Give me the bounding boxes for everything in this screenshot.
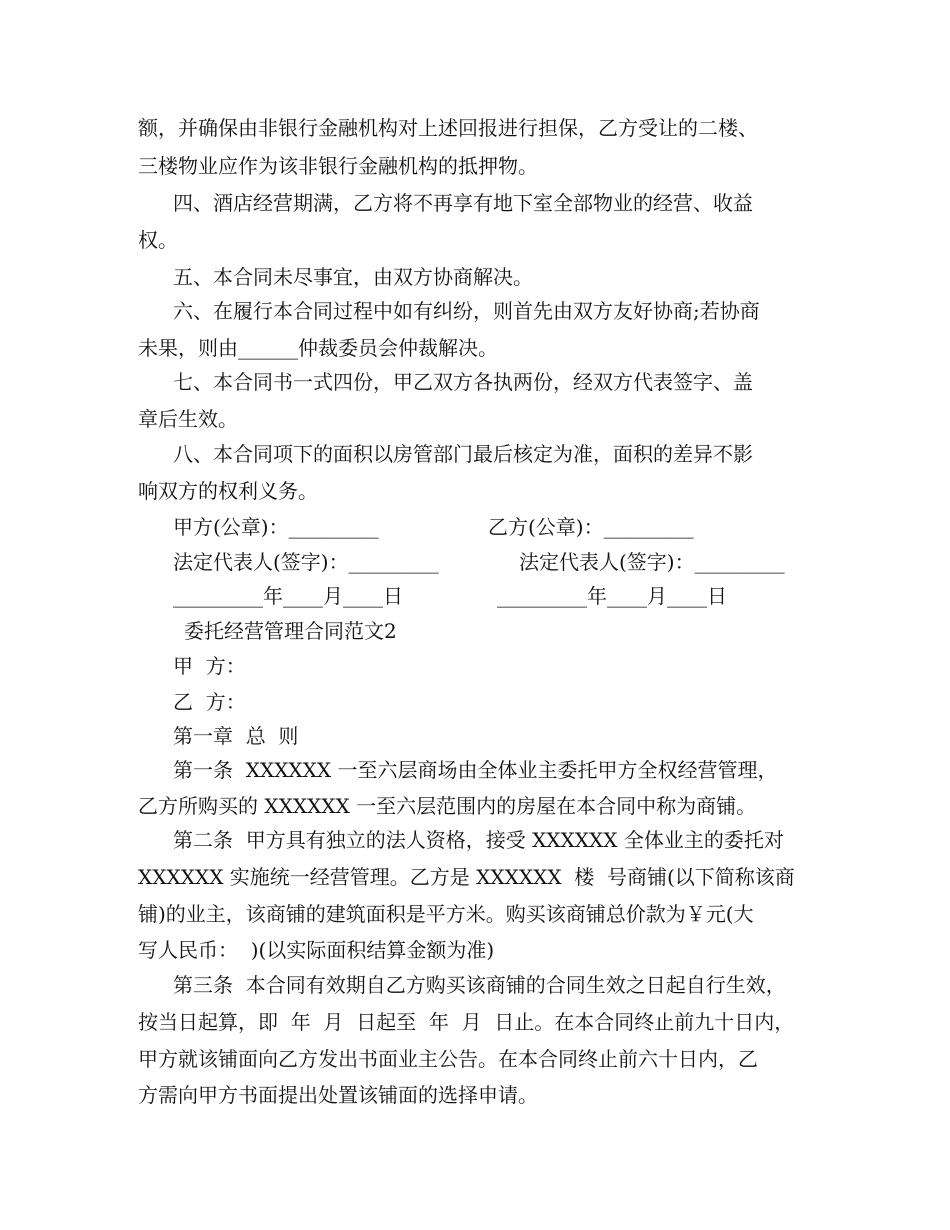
party-a-label: 甲 方： — [173, 654, 246, 678]
paragraph-line: 写人民币： )(以实际面积结算金额为准) — [138, 938, 495, 962]
paragraph-line: 未果，则由______仲裁委员会仲裁解决。 — [138, 336, 498, 360]
paragraph-line: 三楼物业应作为该非银行金融机构的抵押物。 — [138, 154, 538, 178]
article-two: 第二条 甲方具有独立的法人资格，接受 XXXXXX 全体业主的委托对 — [173, 828, 784, 852]
clause-eight: 八、本合同项下的面积以房管部门最后核定为准，面积的差异不影 — [173, 442, 753, 466]
chapter-heading: 第一章 总 则 — [173, 724, 299, 748]
paragraph-line: XXXXXX 实施统一经营管理。乙方是 XXXXXX 楼 号商铺(以下简称该商 — [138, 865, 795, 889]
party-a-date-field: _________年____月____日 — [173, 584, 403, 608]
party-b-label: 乙 方： — [173, 690, 246, 714]
party-a-seal-field: 甲方(公章)：_________ — [173, 515, 379, 539]
section-title: 委托经营管理合同范文2 — [184, 619, 397, 643]
clause-seven: 七、本合同书一式四份，甲乙双方各执两份，经双方代表签字、盖 — [173, 370, 753, 394]
clause-six: 六、在履行本合同过程中如有纠纷，则首先由双方友好协商;若协商 — [173, 299, 760, 323]
clause-four: 四、酒店经营期满，乙方将不再享有地下室全部物业的经营、收益 — [173, 191, 753, 215]
article-one: 第一条 XXXXXX 一至六层商场由全体业主委托甲方全权经营管理， — [173, 758, 778, 782]
paragraph-line: 按当日起算，即 年 月 日起至 年 月 日止。在本合同终止前九十日内， — [138, 1010, 795, 1034]
paragraph-line: 响双方的权利义务。 — [138, 479, 318, 503]
paragraph-line: 额，并确保由非银行金融机构对上述回报进行担保，乙方受让的二楼、 — [138, 116, 758, 140]
paragraph-line: 方需向甲方书面提出处置该铺面的选择申请。 — [138, 1083, 538, 1107]
clause-five: 五、本合同未尽事宜，由双方协商解决。 — [173, 265, 533, 289]
party-b-seal-field: 乙方(公章)：_________ — [488, 515, 694, 539]
paragraph-line: 铺)的业主，该商铺的建筑面积是平方米。购买该商铺总价款为￥元(大 — [138, 902, 754, 926]
party-b-date-field: _________年____月____日 — [497, 584, 727, 608]
paragraph-line: 乙方所购买的 XXXXXX 一至六层范围内的房屋在本合同中称为商铺。 — [138, 794, 757, 818]
paragraph-line: 甲方就该铺面向乙方发出书面业主公告。在本合同终止前六十日内，乙 — [138, 1047, 758, 1071]
party-a-representative-field: 法定代表人(签字)：_________ — [173, 550, 439, 574]
paragraph-line: 章后生效。 — [138, 407, 238, 431]
party-b-representative-field: 法定代表人(签字)：_________ — [519, 550, 785, 574]
paragraph-line: 权。 — [138, 228, 178, 252]
article-three: 第三条 本合同有效期自乙方购买该商铺的合同生效之日起自行生效， — [173, 973, 786, 997]
